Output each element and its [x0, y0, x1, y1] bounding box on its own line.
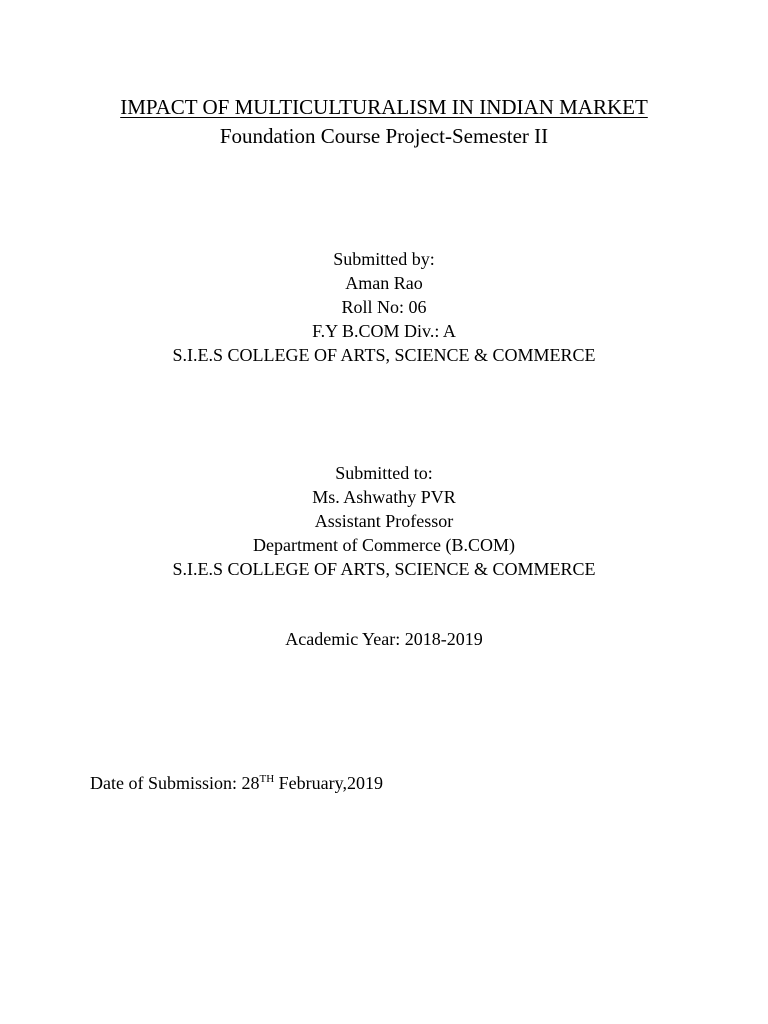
submission-date-superscript: TH [259, 773, 275, 785]
professor-name: Ms. Ashwathy PVR [312, 487, 456, 507]
class-division: F.Y B.COM Div.: A [312, 321, 456, 341]
academic-year: Academic Year: 2018-2019 [285, 629, 483, 649]
submission-date-suffix: February,2019 [274, 773, 383, 793]
submitted-by-heading: Submitted by: [333, 249, 435, 269]
department: Department of Commerce (B.COM) [253, 535, 515, 555]
student-name: Aman Rao [345, 273, 423, 293]
roll-number: Roll No: 06 [341, 297, 427, 317]
professor-designation: Assistant Professor [314, 511, 454, 531]
document-subtitle: Foundation Course Project-Semester II [219, 124, 549, 148]
professor-college: S.I.E.S COLLEGE OF ARTS, SCIENCE & COMMERCE [172, 559, 596, 579]
student-college: S.I.E.S COLLEGE OF ARTS, SCIENCE & COMMERCE [172, 345, 596, 365]
submission-date-prefix: Date of Submission: 28 [90, 773, 260, 793]
document-title: IMPACT OF MULTICULTURALISM IN INDIAN MARKET [120, 95, 648, 119]
submission-date [90, 771, 383, 795]
submitted-to-heading: Submitted to: [335, 463, 433, 483]
